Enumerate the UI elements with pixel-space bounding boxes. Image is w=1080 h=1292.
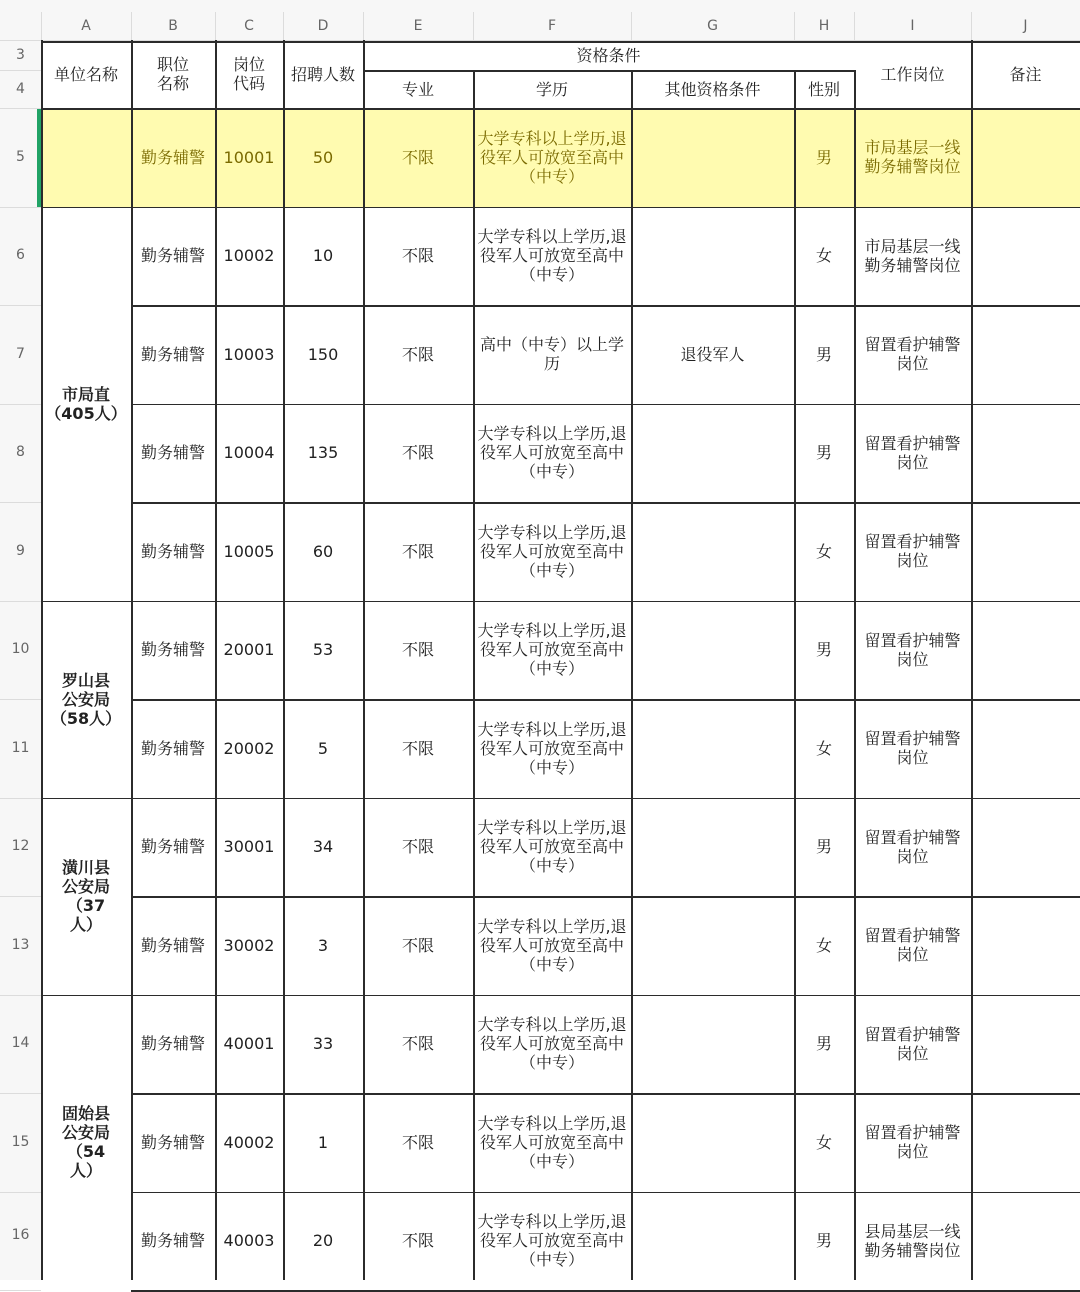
column-header-b[interactable]: B bbox=[131, 12, 215, 40]
position-name-cell[interactable]: 勤务辅警 bbox=[140, 443, 205, 463]
position-name-cell[interactable]: 勤务辅警 bbox=[140, 246, 205, 266]
position-code-cell[interactable]: 30001 bbox=[223, 837, 275, 857]
remarks-cell[interactable] bbox=[971, 108, 1080, 207]
header-education: 学历 bbox=[535, 79, 568, 99]
remarks-cell[interactable] bbox=[971, 699, 1080, 798]
column-border bbox=[215, 40, 217, 1280]
position-name-cell[interactable]: 勤务辅警 bbox=[140, 344, 205, 364]
column-border bbox=[794, 70, 796, 1280]
remarks-cell[interactable] bbox=[971, 601, 1080, 700]
recruit-count-cell[interactable]: 50 bbox=[283, 108, 363, 207]
work-post-cell[interactable]: 留置看护辅警岗位 bbox=[864, 729, 961, 768]
education-cell[interactable]: 大学专科以上学历,退役军人可放宽至高中（中专） bbox=[477, 719, 627, 777]
row-header-12[interactable]: 12 bbox=[0, 798, 41, 897]
row-divider bbox=[0, 1192, 41, 1193]
other-conditions-cell[interactable] bbox=[631, 699, 794, 798]
column-divider bbox=[363, 12, 364, 40]
column-divider bbox=[41, 12, 42, 40]
column-divider bbox=[631, 12, 632, 40]
header-major: 专业 bbox=[401, 79, 434, 99]
position-code-cell[interactable]: 20002 bbox=[223, 738, 275, 758]
column-divider bbox=[971, 12, 972, 40]
major-cell[interactable]: 不限 bbox=[401, 837, 434, 857]
row-header-14[interactable]: 14 bbox=[0, 995, 41, 1094]
remarks-cell[interactable] bbox=[971, 1093, 1080, 1192]
column-divider bbox=[131, 12, 132, 40]
row-border bbox=[41, 207, 1080, 209]
row-divider bbox=[0, 798, 41, 799]
recruit-count-cell[interactable]: 3 bbox=[317, 935, 329, 955]
recruit-count-cell[interactable]: 34 bbox=[312, 837, 334, 857]
row-border bbox=[41, 601, 1080, 603]
major-cell[interactable]: 不限 bbox=[401, 1231, 434, 1251]
other-conditions-cell[interactable]: 退役军人 bbox=[680, 344, 745, 364]
recruit-count-cell[interactable]: 10 bbox=[312, 246, 334, 266]
column-header-f[interactable]: F bbox=[473, 12, 631, 40]
row-border bbox=[41, 798, 1080, 800]
position-name-cell[interactable]: 勤务辅警 bbox=[140, 738, 205, 758]
other-conditions-cell[interactable] bbox=[631, 995, 794, 1094]
work-post-cell[interactable]: 留置看护辅警岗位 bbox=[864, 1123, 961, 1162]
recruit-count-cell[interactable]: 20 bbox=[312, 1231, 334, 1251]
position-name-cell[interactable]: 勤务辅警 bbox=[140, 640, 205, 660]
work-post-cell[interactable]: 留置看护辅警岗位 bbox=[864, 532, 961, 571]
gender-cell[interactable]: 男 bbox=[794, 108, 854, 207]
recruit-count-cell[interactable]: 60 bbox=[312, 541, 334, 561]
position-name-cell[interactable]: 勤务辅警 bbox=[140, 1231, 205, 1251]
unit-name-cell[interactable]: 潢川县 公安局（37 人） bbox=[61, 858, 110, 934]
column-header-c[interactable]: C bbox=[215, 12, 283, 40]
row-border bbox=[131, 1093, 1080, 1095]
column-border bbox=[473, 70, 475, 1280]
position-name-cell[interactable]: 勤务辅警 bbox=[140, 1132, 205, 1152]
column-border bbox=[854, 70, 856, 1280]
row-header-5[interactable]: 5 bbox=[0, 108, 41, 207]
row-header-9[interactable]: 9 bbox=[0, 502, 41, 601]
position-name-cell[interactable]: 勤务辅警 bbox=[140, 837, 205, 857]
header-recruit-count: 招聘人数 bbox=[290, 64, 355, 84]
row-divider bbox=[0, 601, 41, 602]
recruit-count-cell[interactable]: 5 bbox=[317, 738, 329, 758]
major-cell[interactable]: 不限 bbox=[401, 541, 434, 561]
select-all-corner[interactable] bbox=[0, 12, 41, 40]
position-code-cell[interactable]: 10005 bbox=[223, 541, 275, 561]
row-header-8[interactable]: 8 bbox=[0, 404, 41, 503]
work-post-cell[interactable]: 县局基层一线勤务辅警岗位 bbox=[864, 1221, 961, 1260]
education-cell[interactable]: 大学专科以上学历,退役军人可放宽至高中（中专） bbox=[477, 522, 627, 580]
position-name-cell[interactable]: 勤务辅警 bbox=[140, 935, 205, 955]
major-cell[interactable]: 不限 bbox=[401, 640, 434, 660]
column-header-strip bbox=[0, 0, 1080, 12]
table-left-border bbox=[41, 40, 43, 1280]
gender-cell[interactable]: 女 bbox=[815, 246, 832, 266]
gender-cell[interactable]: 女 bbox=[815, 1132, 832, 1152]
education-cell[interactable]: 大学专科以上学历,退役军人可放宽至高中（中专） bbox=[473, 108, 631, 207]
gender-cell[interactable]: 女 bbox=[815, 541, 832, 561]
row-header-13[interactable]: 13 bbox=[0, 896, 41, 995]
row-border bbox=[41, 995, 1080, 997]
row-header-7[interactable]: 7 bbox=[0, 305, 41, 404]
other-conditions-cell[interactable] bbox=[631, 896, 794, 995]
row-header-15[interactable]: 15 bbox=[0, 1093, 41, 1192]
position-code-cell[interactable]: 40003 bbox=[223, 1231, 275, 1251]
position-code-cell[interactable]: 10003 bbox=[223, 344, 275, 364]
remarks-cell[interactable] bbox=[971, 995, 1080, 1094]
qualifications-divider bbox=[363, 70, 854, 72]
recruit-count-cell[interactable]: 33 bbox=[312, 1034, 334, 1054]
major-cell[interactable]: 不限 bbox=[401, 344, 434, 364]
work-post-cell[interactable]: 市局基层一线勤务辅警岗位 bbox=[854, 108, 971, 207]
gender-cell[interactable]: 女 bbox=[815, 738, 832, 758]
remarks-cell[interactable] bbox=[971, 404, 1080, 503]
education-cell[interactable]: 高中（中专）以上学历 bbox=[479, 335, 624, 374]
row-divider bbox=[0, 70, 41, 71]
row-border bbox=[131, 1290, 1080, 1292]
row-divider bbox=[0, 502, 41, 503]
row-divider bbox=[0, 995, 41, 996]
position-name-cell[interactable]: 勤务辅警 bbox=[131, 108, 215, 207]
work-post-cell[interactable]: 留置看护辅警岗位 bbox=[864, 1024, 961, 1063]
major-cell[interactable]: 不限 bbox=[401, 1034, 434, 1054]
unit-name-cell[interactable]: 固始县 公安局（54 人） bbox=[61, 1104, 110, 1181]
position-code-cell[interactable]: 10002 bbox=[223, 246, 275, 266]
education-cell[interactable]: 大学专科以上学历,退役军人可放宽至高中（中专） bbox=[477, 621, 627, 679]
column-header-a[interactable]: A bbox=[41, 12, 131, 40]
remarks-cell[interactable] bbox=[971, 1192, 1080, 1291]
row-header-3[interactable]: 3 bbox=[0, 40, 41, 70]
education-cell[interactable]: 大学专科以上学历,退役军人可放宽至高中（中专） bbox=[477, 227, 627, 285]
header-position-code: 岗位 代码 bbox=[232, 55, 265, 93]
row-divider bbox=[0, 207, 41, 208]
row-border bbox=[131, 305, 1080, 307]
recruit-count-cell[interactable]: 150 bbox=[307, 344, 339, 364]
row-header-6[interactable]: 6 bbox=[0, 207, 41, 306]
column-header-j[interactable]: J bbox=[971, 12, 1080, 40]
work-post-cell[interactable]: 留置看护辅警岗位 bbox=[864, 433, 961, 472]
column-border bbox=[363, 40, 365, 1280]
row-divider bbox=[0, 404, 41, 405]
column-header-g[interactable]: G bbox=[631, 12, 794, 40]
work-post-cell[interactable]: 市局基层一线勤务辅警岗位 bbox=[864, 236, 961, 275]
column-header-d[interactable]: D bbox=[283, 12, 363, 40]
gender-cell[interactable]: 男 bbox=[815, 344, 832, 364]
row-divider bbox=[0, 896, 41, 897]
other-conditions-cell[interactable] bbox=[631, 798, 794, 897]
position-code-cell[interactable]: 10004 bbox=[223, 443, 275, 463]
row-border bbox=[131, 404, 1080, 406]
row-divider bbox=[0, 699, 41, 700]
header-position-name: 职位 名称 bbox=[156, 55, 189, 93]
position-code-cell[interactable]: 30002 bbox=[223, 935, 275, 955]
education-cell[interactable]: 大学专科以上学历,退役军人可放宽至高中（中专） bbox=[477, 1212, 627, 1270]
major-cell[interactable]: 不限 bbox=[401, 935, 434, 955]
column-divider bbox=[283, 12, 284, 40]
position-code-cell[interactable]: 40002 bbox=[223, 1132, 275, 1152]
gender-cell[interactable]: 男 bbox=[815, 1231, 832, 1251]
major-cell[interactable]: 不限 bbox=[363, 108, 473, 207]
row-header-16[interactable]: 16 bbox=[0, 1192, 41, 1281]
row-divider bbox=[0, 1290, 41, 1291]
header-work-post: 工作岗位 bbox=[880, 64, 945, 84]
other-conditions-cell[interactable] bbox=[631, 502, 794, 601]
row-border bbox=[131, 1192, 1080, 1194]
major-cell[interactable]: 不限 bbox=[401, 443, 434, 463]
gender-cell[interactable]: 男 bbox=[815, 443, 832, 463]
column-border bbox=[631, 70, 633, 1280]
row-divider bbox=[0, 305, 41, 306]
work-post-cell[interactable]: 留置看护辅警岗位 bbox=[864, 827, 961, 866]
remarks-cell[interactable] bbox=[971, 798, 1080, 897]
other-conditions-cell[interactable] bbox=[631, 1192, 794, 1291]
unit-name-cell[interactable]: 市局直 （405人） bbox=[45, 384, 127, 423]
gender-cell[interactable]: 男 bbox=[815, 640, 832, 660]
column-divider bbox=[794, 12, 795, 40]
remarks-cell[interactable] bbox=[971, 896, 1080, 995]
column-divider bbox=[215, 12, 216, 40]
unit-name-cell[interactable]: 罗山县 公安局 （58人） bbox=[50, 670, 122, 728]
position-name-cell[interactable]: 勤务辅警 bbox=[140, 541, 205, 561]
header-qualifications: 资格条件 bbox=[576, 45, 641, 65]
column-divider bbox=[854, 12, 855, 40]
row-divider bbox=[0, 1093, 41, 1094]
row-border bbox=[131, 502, 1080, 504]
work-post-cell[interactable]: 留置看护辅警岗位 bbox=[864, 630, 961, 669]
major-cell[interactable]: 不限 bbox=[401, 1132, 434, 1152]
position-code-cell[interactable]: 20001 bbox=[223, 640, 275, 660]
other-conditions-cell[interactable] bbox=[631, 404, 794, 503]
position-name-cell[interactable]: 勤务辅警 bbox=[140, 1034, 205, 1054]
header-remarks: 备注 bbox=[1009, 64, 1042, 84]
row-divider bbox=[0, 108, 41, 109]
work-post-cell[interactable]: 留置看护辅警岗位 bbox=[864, 335, 961, 374]
other-conditions-cell[interactable] bbox=[631, 207, 794, 306]
gender-cell[interactable]: 女 bbox=[815, 935, 832, 955]
row-header-4[interactable]: 4 bbox=[0, 70, 41, 108]
recruit-count-cell[interactable]: 53 bbox=[312, 640, 334, 660]
row-border bbox=[131, 699, 1080, 701]
major-cell[interactable]: 不限 bbox=[401, 246, 434, 266]
column-header-e[interactable]: E bbox=[363, 12, 473, 40]
row-header-11[interactable]: 11 bbox=[0, 699, 41, 798]
remarks-cell[interactable] bbox=[971, 305, 1080, 404]
recruit-count-cell[interactable]: 135 bbox=[307, 443, 339, 463]
gender-cell[interactable]: 男 bbox=[815, 1034, 832, 1054]
row-header-10[interactable]: 10 bbox=[0, 601, 41, 700]
education-cell[interactable]: 大学专科以上学历,退役军人可放宽至高中（中专） bbox=[477, 1113, 627, 1171]
education-cell[interactable]: 大学专科以上学历,退役军人可放宽至高中（中专） bbox=[477, 916, 627, 974]
education-cell[interactable]: 大学专科以上学历,退役军人可放宽至高中（中专） bbox=[477, 424, 627, 482]
header-bottom-border bbox=[41, 108, 1080, 110]
column-header-i[interactable]: I bbox=[854, 12, 971, 40]
header-unit-name: 单位名称 bbox=[53, 64, 118, 84]
remarks-cell[interactable] bbox=[971, 207, 1080, 306]
other-conditions-cell[interactable] bbox=[631, 1093, 794, 1192]
remarks-cell[interactable] bbox=[971, 502, 1080, 601]
column-border bbox=[283, 40, 285, 1280]
column-border bbox=[971, 40, 973, 1280]
gender-cell[interactable]: 男 bbox=[815, 837, 832, 857]
active-row-indicator bbox=[37, 109, 41, 207]
education-cell[interactable]: 大学专科以上学历,退役军人可放宽至高中（中专） bbox=[477, 818, 627, 876]
column-header-h[interactable]: H bbox=[794, 12, 854, 40]
header-gender: 性别 bbox=[807, 79, 840, 99]
work-post-cell[interactable]: 留置看护辅警岗位 bbox=[864, 926, 961, 965]
column-divider bbox=[473, 12, 474, 40]
other-conditions-cell[interactable] bbox=[631, 108, 794, 207]
header-other-conditions: 其他资格条件 bbox=[664, 79, 761, 99]
other-conditions-cell[interactable] bbox=[631, 601, 794, 700]
table-top-border bbox=[41, 41, 1080, 43]
education-cell[interactable]: 大学专科以上学历,退役军人可放宽至高中（中专） bbox=[477, 1015, 627, 1073]
row-border bbox=[131, 896, 1080, 898]
major-cell[interactable]: 不限 bbox=[401, 738, 434, 758]
column-border bbox=[131, 40, 133, 1280]
position-code-cell[interactable]: 10001 bbox=[215, 108, 283, 207]
position-code-cell[interactable]: 40001 bbox=[223, 1034, 275, 1054]
recruit-count-cell[interactable]: 1 bbox=[317, 1132, 329, 1152]
